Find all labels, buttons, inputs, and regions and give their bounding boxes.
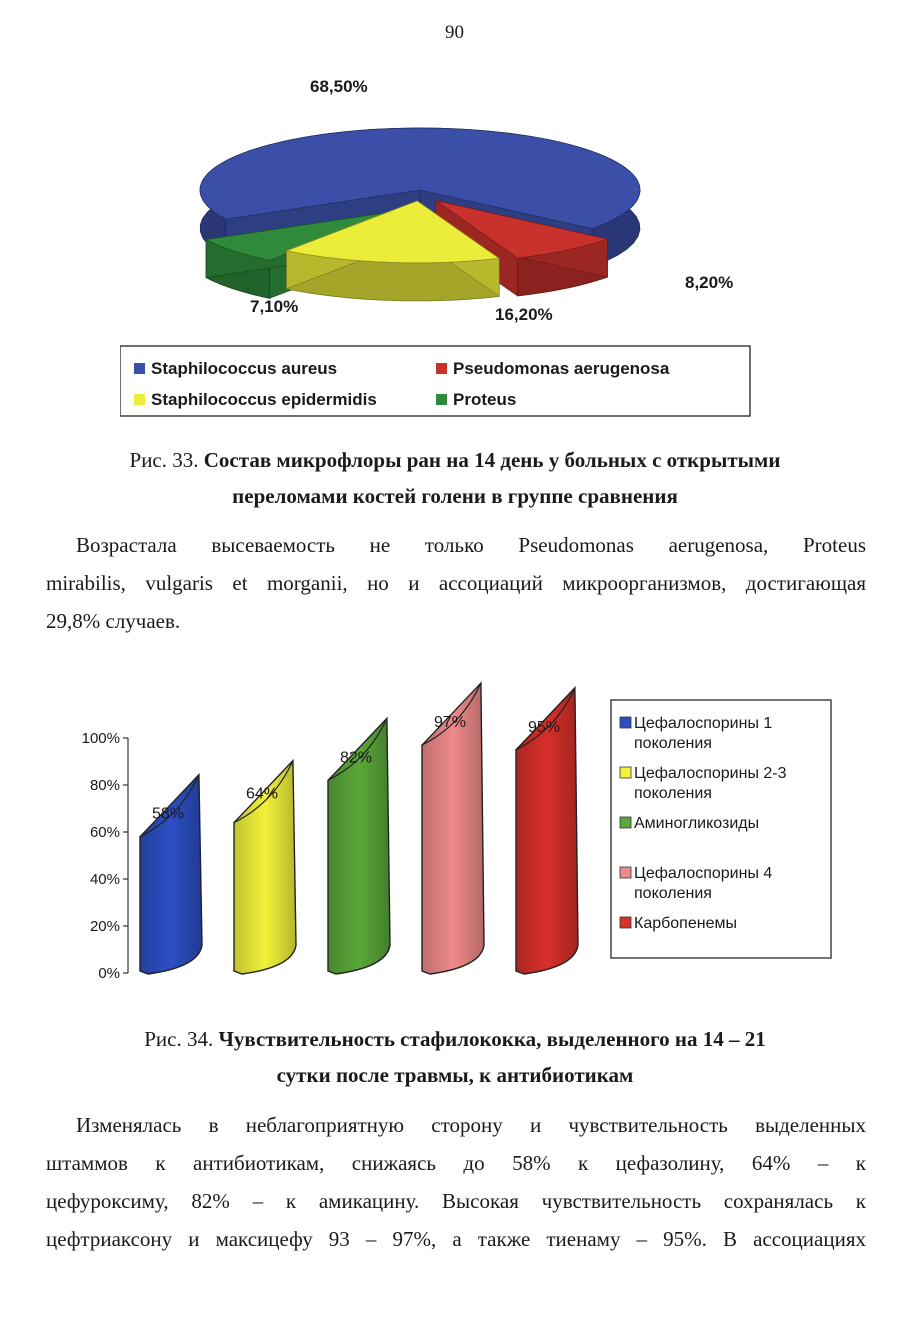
paragraph-2-line: цефуроксиму, 82% – к амикацину. Высокая чувствительность сохранялась к: [46, 1189, 866, 1213]
figure33-caption-title-line2: переломами костей голени в группе сравнения: [232, 484, 678, 508]
paragraph-2: [46, 1106, 866, 1258]
bar-legend-swatch: [620, 717, 631, 728]
pie-legend-swatch: [134, 363, 145, 374]
bar-data-label: 82%: [340, 749, 373, 767]
bar-data-label: 64%: [246, 785, 279, 803]
pie-legend-swatch: [436, 363, 447, 374]
y-tick-label: 40%: [89, 871, 120, 888]
y-tick-label: 0%: [98, 965, 120, 982]
pie-legend-label: Pseudomonas aerugenosa: [453, 359, 670, 378]
bar-legend-label: Карбопенемы: [634, 915, 737, 932]
y-tick-label: 100%: [81, 730, 120, 747]
pie-legend-label: Staphilococcus epidermidis: [151, 390, 377, 409]
y-tick-label: 60%: [89, 824, 120, 841]
pie-legend-label: Proteus: [453, 390, 517, 409]
pie-legend-label: Staphilococcus aureus: [151, 359, 338, 378]
paragraph-2-line: цефтриаксону и максицефу 93 – 97%, а также тиенаму – 95%. В ассоциациях: [46, 1227, 866, 1251]
figure34-caption-prefix: Рис. 34.: [144, 1027, 214, 1051]
paragraph-2-line: Изменялась в неблагоприятную сторону и чувствительность выделенных: [76, 1113, 866, 1137]
paragraph-1-line: mirabilis, vulgaris et morganii, но и ассоциаций микроорганизмов, достигающая: [46, 571, 866, 595]
pie-data-label: 7,10%: [250, 297, 299, 316]
bar-data-label: 95%: [528, 718, 561, 736]
bar-legend-swatch: [620, 767, 631, 778]
bar-legend-label: поколения: [634, 885, 712, 902]
bar-data-label: 58%: [152, 805, 185, 823]
pie-data-label: 8,20%: [685, 273, 734, 292]
bar-legend-label: Цефалоспорины 1: [634, 715, 773, 732]
pie-legend-swatch: [134, 394, 145, 405]
figure33-caption-prefix: Рис. 33.: [129, 448, 199, 472]
figure33-caption: [40, 449, 870, 507]
pie-data-label: 16,20%: [495, 305, 553, 324]
pie-chart: [120, 70, 760, 420]
bar-legend-label: поколения: [634, 735, 712, 752]
y-tick-label: 20%: [89, 918, 120, 935]
figure34-caption-title-line2: сутки после травмы, к антибиотикам: [276, 1063, 634, 1087]
pie-data-label: 68,50%: [310, 77, 368, 96]
paragraph-1: [46, 526, 866, 640]
bar-legend-label: Аминогликозиды: [634, 815, 760, 832]
bar-legend-label: Цефалоспорины 4: [634, 865, 773, 882]
paragraph-1-line: 29,8% случаев.: [46, 609, 181, 633]
paragraph-1-line: Возрастала высеваемость не только Pseudomonas aerugenosa, Proteus: [76, 533, 866, 557]
figure34-caption: [40, 1028, 870, 1086]
bar-1: [140, 775, 202, 974]
figure34-caption-title-line1: Чувствительность стафилококка, выделенного на 14 – 21: [218, 1027, 766, 1051]
bar-legend-label: Цефалоспорины 2-3: [634, 765, 787, 782]
bar-legend-swatch: [620, 867, 631, 878]
bar-legend-label: поколения: [634, 785, 712, 802]
bar-legend-swatch: [620, 917, 631, 928]
figure33-caption-title-line1: Состав микрофлоры ран на 14 день у больных с открытыми: [203, 448, 781, 472]
bar-chart: [60, 660, 850, 1000]
page-number: 90: [445, 22, 464, 43]
bar-legend-swatch: [620, 817, 631, 828]
bar-data-label: 97%: [434, 714, 467, 732]
pie-legend-swatch: [436, 394, 447, 405]
paragraph-2-line: штаммов к антибиотикам, снижаясь до 58% к цефазолину, 64% – к: [46, 1151, 866, 1175]
y-tick-label: 80%: [89, 777, 120, 794]
